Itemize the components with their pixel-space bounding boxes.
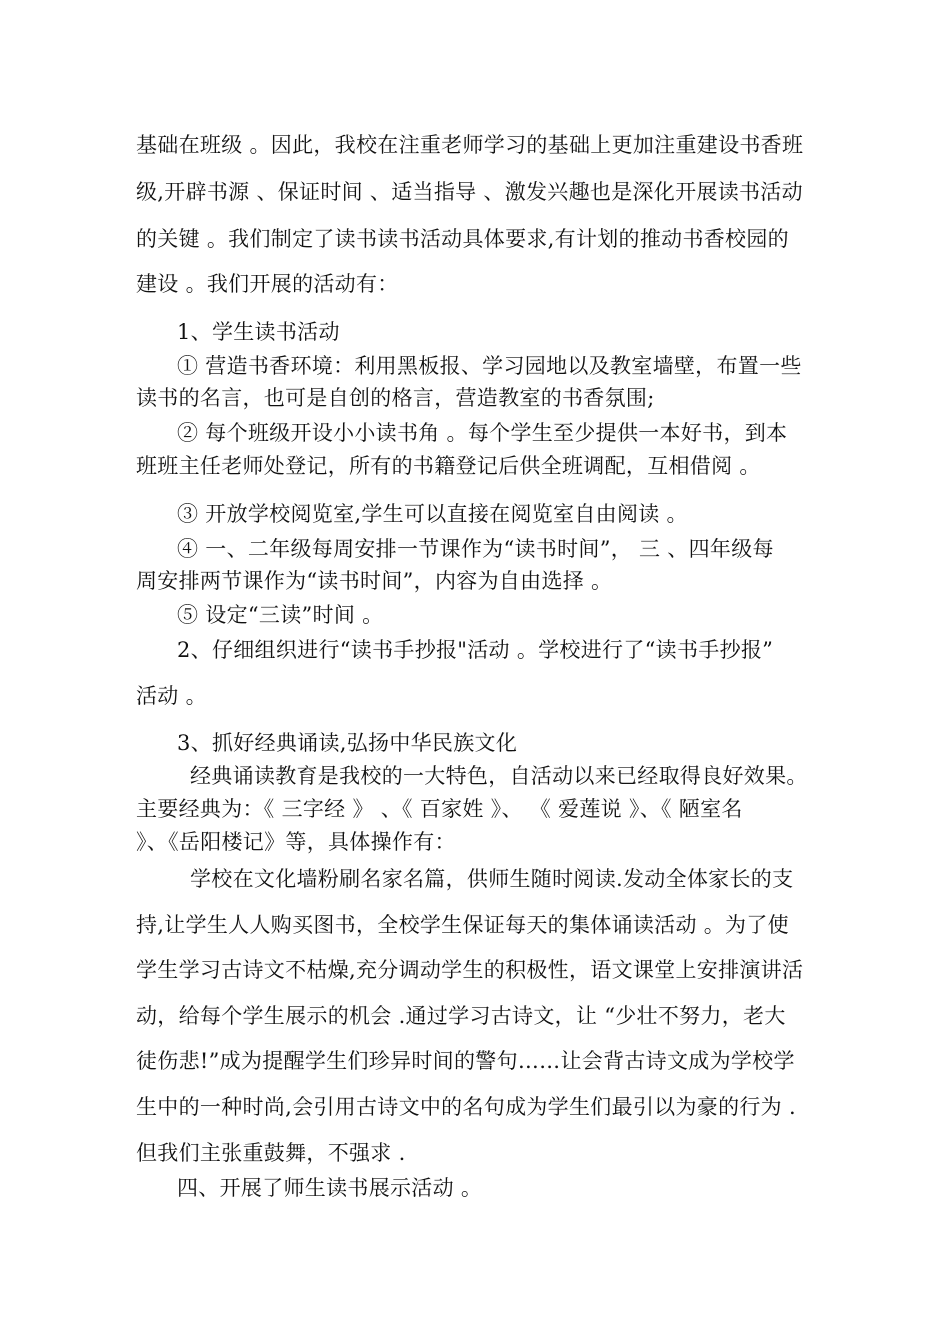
text-line: 班班主任老师处登记，所有的书籍登记后供全班调配，互相借阅 。 xyxy=(136,454,761,478)
section-heading: 3、抓好经典诵读,弘扬中华民族文化 xyxy=(177,731,518,755)
text-line: 基础在班级 。因此，我校在注重老师学习的基础上更加注重建设书香班 xyxy=(136,133,804,157)
list-item: ⑤ 设定“三读”时间 。 xyxy=(177,603,384,627)
text-line: 学生学习古诗文不枯燥,充分调动学生的积极性，语文课堂上安排演讲活 xyxy=(136,958,804,982)
text-line: 但我们主张重鼓舞，不强求 . xyxy=(136,1141,406,1165)
text-line: 周安排两节课作为“读书时间”，内容为自由选择 。 xyxy=(136,569,613,593)
text-line: 读书的名言，也可是自创的格言，营造教室的书香氛围; xyxy=(136,386,655,410)
text-line: 建设 。我们开展的活动有： xyxy=(136,272,399,296)
text-line: 生中的一种时尚,会引用古诗文中的名句成为学生们最引以为豪的行为 . xyxy=(136,1095,796,1119)
list-item: ② 每个班级开设小小读书角 。每个学生至少提供一本好书，到本 xyxy=(177,421,788,445)
text-line: 活动 。 xyxy=(136,684,207,708)
text-line: 经典诵读教育是我校的一大特色，自活动以来已经取得良好效果。 xyxy=(190,764,808,788)
text-line: 级,开辟书源 、保证时间 、适当指导 、激发兴趣也是深化开展读书活动 xyxy=(136,180,803,204)
section-heading: 四、开展了师生读书展示活动 。 xyxy=(177,1176,483,1200)
text-line: 》、《岳阳楼记》等，具体操作有： xyxy=(136,830,456,854)
list-item: ① 营造书香环境：利用黑板报、学习园地以及教室墙壁，布置一些 xyxy=(177,354,802,378)
text-line: 徒伤悲!”成为提醒学生们珍异时间的警句……让会背古诗文成为学校学 xyxy=(136,1049,795,1073)
text-line: 的关键 。我们制定了读书读书活动具体要求,有计划的推动书香校园的 xyxy=(136,227,789,251)
section-heading: 1、学生读书活动 xyxy=(177,320,340,344)
text-line: 主要经典为：《 三字经 》 、《 百家姓 》、 《 爱莲说 》、《 陋室名 xyxy=(136,797,743,821)
text-line: 持,让学生人人购买图书，全校学生保证每天的集体诵读活动 。为了使 xyxy=(136,913,789,937)
list-item: ③ 开放学校阅览室,学生可以直接在阅览室自由阅读 。 xyxy=(177,502,688,526)
text-line: 动，给每个学生展示的机会 .通过学习古诗文，让 “少壮不努力，老大 xyxy=(136,1004,786,1028)
section-heading: 2、仔细组织进行“读书手抄报"活动 。学校进行了“读书手抄报” xyxy=(177,638,774,662)
text-line: 学校在文化墙粉刷名家名篇，供师生随时阅读.发动全体家长的支 xyxy=(190,867,794,891)
list-item: ④ 一、二年级每周安排一节课作为“读书时间”， 三 、四年级每 xyxy=(177,537,774,561)
